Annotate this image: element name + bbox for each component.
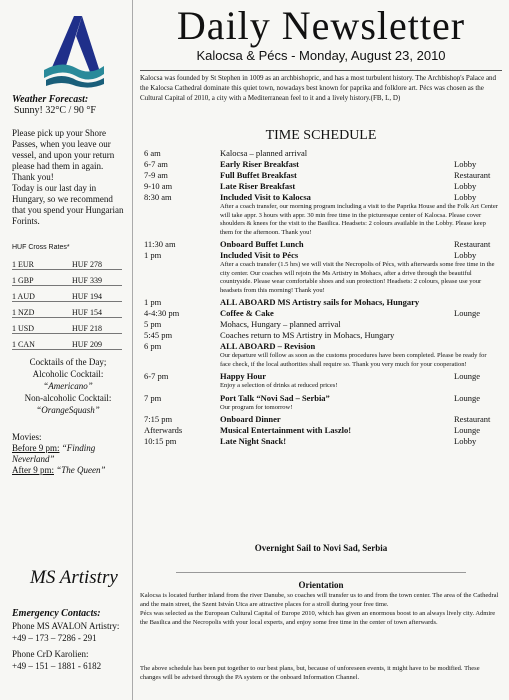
schedule-location: [454, 341, 504, 352]
schedule-location: Lobby: [454, 192, 477, 202]
schedule-row: [144, 319, 504, 330]
masthead-title: Daily Newsletter: [176, 3, 466, 48]
schedule-location: [454, 319, 504, 330]
phone2-label: Phone CrD Karolien:: [12, 649, 89, 659]
schedule-location: Lounge: [454, 308, 480, 318]
schedule-location: Lounge: [454, 392, 480, 403]
movie-after: After 9 pm: “The Queen”: [12, 465, 106, 475]
schedule-time: 11:30 am: [144, 239, 176, 249]
weather-value: Sunny! 32°C / 90 °F: [14, 105, 96, 116]
schedule-time: 6-7 am: [144, 159, 168, 169]
schedule-row: [144, 308, 504, 319]
rate-row: 1 NZD HUF 154: [12, 302, 122, 318]
schedule-activity: ALL ABOARD MS Artistry sails for Mohacs, Hungary: [220, 297, 420, 307]
schedule-row: [144, 414, 504, 425]
schedule-location: Lobby: [454, 436, 477, 446]
cocktails-heading: Cocktails of the Day;: [29, 357, 107, 367]
orientation-title: Orientation: [298, 580, 344, 590]
schedule-row: [144, 192, 504, 203]
brand-logo: MS Artistry: [30, 567, 118, 588]
schedule-location: [454, 148, 504, 159]
schedule-activity: Early Riser Breakfast: [220, 159, 300, 169]
company-logo-icon: [42, 14, 106, 90]
contacts-heading: Emergency Contacts:: [12, 608, 101, 619]
emergency-contacts: [12, 608, 130, 672]
cross-rates-table: [12, 244, 122, 350]
rate-row: 1 EUR HUF 278: [12, 254, 122, 270]
rate-row: 1 USD HUF 218: [12, 318, 122, 334]
schedule-activity: Port Talk “Novi Sad – Serbia”: [220, 392, 330, 403]
cross-rates-header: HUF Cross Rates*: [12, 244, 70, 251]
schedule-activity: Late Night Snack!: [220, 436, 287, 446]
schedule-activity: Coffee & Cake: [220, 308, 274, 318]
schedule-activity: Late Riser Breakfast: [220, 181, 296, 191]
weather-section: [12, 94, 128, 116]
schedule-time: 7-9 am: [144, 170, 168, 180]
schedule-location: Lobby: [454, 250, 477, 260]
schedule-row: [144, 148, 504, 159]
schedule-location: Restaurant: [454, 170, 491, 180]
phone1-number: +49 – 173 – 7286 - 291: [12, 633, 97, 643]
orientation-body: [140, 591, 502, 627]
intro-paragraph: Kalocsa was founded by St Stephen in 1009 as an archbishopric, and has a most turbulent history. The Archbishop's Palace and the Kalocsa Cathedral dominate this quiet town, nowadays best known for paprika and folklore art. Pécs was chosen as the Cultural Capital of 2010, a city with a Mediterranean feel to it and a lively history.(FB, L, D): [140, 70, 502, 103]
weather-label: Weather Forecast:: [12, 94, 89, 105]
schedule-row: [144, 159, 504, 170]
schedule-title: TIME SCHEDULE: [265, 128, 377, 143]
schedule-activity: Included Visit to Kalocsa: [220, 192, 311, 202]
schedule-time: 6 pm: [144, 341, 162, 351]
schedule-description: After a coach transfer, our morning program including a visit to the Paprika House and the Folk Art Center will take appr. 3 hours with appr. 30 min free time in the picturesque center of Kalocsa. Please cover shoulders & knees for the visit to the Basilica. Headsets: 2 colours available in the Lobby. Please keep them for the afternoon. Thank you!: [220, 203, 498, 236]
schedule-location: Lobby: [454, 159, 477, 169]
schedule-time: 4-4:30 pm: [144, 308, 180, 318]
schedule-time: 7:15 pm: [144, 414, 173, 424]
schedule-activity: Included Visit to Pécs: [220, 250, 299, 260]
schedule-time: 10:15 pm: [144, 436, 177, 446]
rate-row: 1 AUD HUF 194: [12, 286, 122, 302]
schedule-activity: Coaches return to MS Artistry in Mohacs, Hungary: [220, 330, 395, 340]
schedule-location: [454, 297, 504, 308]
schedule-activity: Mohacs, Hungary – planned arrival: [220, 319, 341, 329]
movie-before: Before 9 pm: “Finding Neverland”: [12, 443, 96, 464]
schedule-time: 6-7 pm: [144, 371, 169, 381]
schedule-location: Lobby: [454, 181, 477, 191]
schedule-row: [144, 371, 504, 382]
phone1-label: Phone MS AVALON Artistry:: [12, 621, 120, 631]
rate-row: 1 CAN HUF 209: [12, 334, 122, 350]
orientation-kalocsa: Kalocsa is located further inland from the river Danube, so coaches will transfer us to and from the town center. The area of the Cathedral and the main street, the Szent István Utca are attractive places for a stroll during your free time.: [140, 592, 499, 608]
alcoholic-name: “Americano”: [43, 381, 93, 391]
schedule-time: 9-10 am: [144, 181, 173, 191]
schedule-time: 6 am: [144, 148, 161, 158]
schedule-row: [144, 181, 504, 192]
movies-heading: Movies:: [12, 432, 42, 442]
schedule-description: After a coach transfer (1.5 hrs) we will visit the Necropolis of Pécs, with afterwards some free time in the city center. Our coaches will rejoin the Ms Artistry in Mohacs, after a drive through the beautiful countryside. Please wear comfortable shoes and sun protection! Headsets: 2 colours, please use your headsets from this morning! Thank you!: [220, 261, 495, 294]
schedule-footnote: The above schedule has been put together to our best plans, but, because of unforeseen events, it might have to be modified. These changes will be advised through the PA system or the onboard Information Channel.: [140, 665, 480, 681]
schedule-time: 1 pm: [144, 250, 162, 260]
schedule-activity: Onboard Buffet Lunch: [220, 239, 304, 249]
schedule-location: Restaurant: [454, 414, 491, 424]
schedule-time: 8:30 am: [144, 192, 172, 202]
schedule-row: [144, 330, 504, 341]
shore-pass-notice: Please pick up your Shore Passes, when you leave our vessel, and upon your return please had them in again. Thank you!: [12, 128, 115, 182]
schedule-list: [144, 148, 504, 447]
schedule-activity: Musical Entertainment with Laszlo!: [220, 425, 352, 435]
schedule-activity: Happy Hour: [220, 371, 267, 381]
orientation-pecs: Pécs was selected as the European Cultural Capital of Europe 2010, which has given an enormous boost to an always lively city. Admire the Basilica and the Necropolis with your local experts, and enjoy some free time in the center of town afterwards.: [140, 610, 496, 626]
schedule-activity: ALL ABOARD – Revision: [220, 341, 316, 351]
non-alcoholic-name: “OrangeSquash”: [36, 405, 100, 415]
alcoholic-label: Alcoholic Cocktail:: [32, 369, 104, 379]
schedule-row: [144, 297, 504, 308]
non-alcoholic-label: Non-alcoholic Cocktail:: [24, 393, 112, 403]
main-content: [136, 0, 506, 700]
rate-row: 1 GBP HUF 339: [12, 270, 122, 286]
schedule-activity: Kalocsa – planned arrival: [220, 148, 308, 158]
schedule-location: [454, 330, 504, 341]
schedule-description: Enjoy a selection of drinks at reduced prices!: [220, 382, 338, 389]
schedule-time: 1 pm: [144, 297, 162, 307]
schedule-location: Lounge: [454, 371, 480, 381]
schedule-activity: Full Buffet Breakfast: [220, 170, 297, 180]
schedule-row: [144, 425, 504, 436]
schedule-time: 5:45 pm: [144, 330, 173, 340]
schedule-time: 7 pm: [144, 392, 162, 403]
movies-section: [12, 432, 128, 476]
sidebar: [0, 0, 133, 700]
schedule-row: [144, 341, 504, 352]
overnight-sail: Overnight Sail to Novi Sad, Serbia: [254, 543, 388, 553]
divider: [176, 572, 466, 573]
schedule-description: Our program for tomorrow!: [220, 403, 293, 411]
schedule-row: [144, 250, 504, 261]
schedule-location: Lounge: [454, 425, 480, 435]
schedule-description: Our departure will follow as soon as the customs procedures have been completed. Please be ready for face check, if the local authorities shall require so. Thank you very much for your cooperation!: [220, 352, 487, 368]
cocktails-section: [8, 356, 128, 416]
schedule-row: [144, 239, 504, 250]
last-day-notice: Today is our last day in Hungary, so we recommend that you spend your Hungarian Forints.: [12, 183, 124, 226]
schedule-location: Restaurant: [454, 239, 491, 249]
schedule-row: [144, 436, 504, 447]
schedule-time: 5 pm: [144, 319, 162, 329]
masthead-subtitle: Kalocsa & Pécs - Monday, August 23, 2010: [196, 48, 446, 63]
schedule-time: Afterwards: [144, 425, 183, 435]
schedule-row: [144, 393, 504, 404]
schedule-row: [144, 170, 504, 181]
schedule-activity: Onboard Dinner: [220, 414, 281, 424]
phone2-number: +49 – 151 – 1881 - 6182: [12, 661, 102, 671]
